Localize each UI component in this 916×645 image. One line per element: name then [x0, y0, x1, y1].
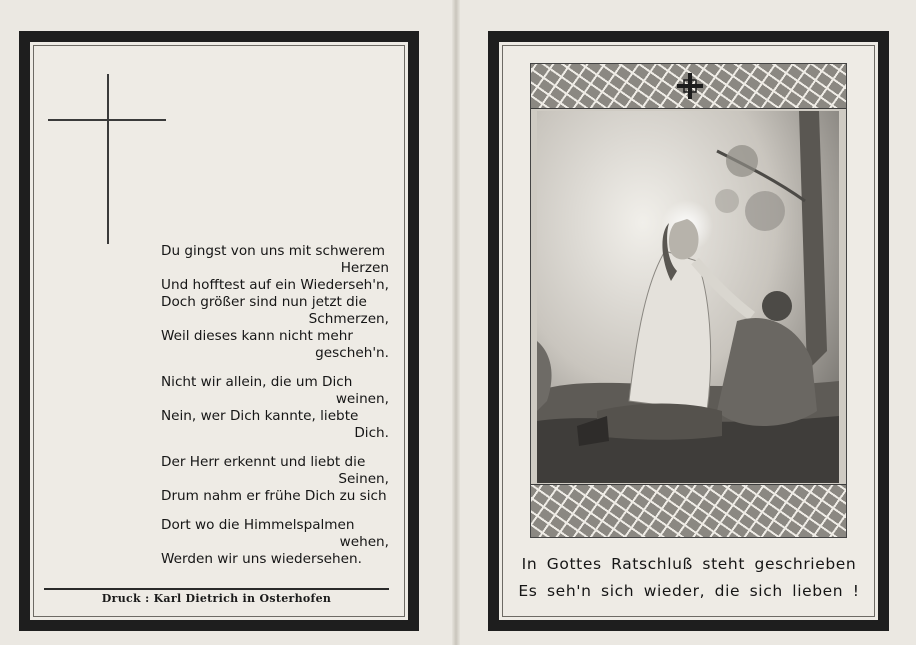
- poem-line: Der Herr erkennt und liebt die: [161, 454, 366, 470]
- poem-stanza-4: [161, 517, 391, 568]
- poem-line: weinen,: [335, 391, 389, 407]
- memorial-poem: [161, 243, 391, 580]
- poem-stanza-1: [161, 243, 391, 362]
- poem-line: Du gingst von uns mit schwerem: [161, 243, 385, 259]
- decorative-band-bottom: [531, 484, 846, 537]
- poem-stanza-3: [161, 454, 391, 505]
- devotional-picture: [530, 63, 847, 538]
- poem-line: Seinen,: [338, 471, 389, 487]
- iron-cross-icon: [675, 71, 705, 101]
- cross-icon-horizontal: [48, 119, 166, 121]
- poem-line: Nicht wir allein, die um Dich: [161, 374, 353, 390]
- poem-line: gescheh'n.: [315, 345, 389, 361]
- poem-line: Weil dieses kann nicht mehr: [161, 328, 353, 344]
- poem-line: Dich.: [354, 425, 389, 441]
- printer-divider: [44, 588, 389, 590]
- poem-line: Drum nahm er frühe Dich zu sich: [161, 488, 387, 504]
- printer-imprint: Druck : Karl Dietrich in Osterhofen: [101, 592, 332, 605]
- poem-line: Doch größer sind nun jetzt die: [161, 294, 367, 310]
- christ-and-soldier-illustration: [537, 111, 839, 483]
- poem-line: Werden wir uns wiedersehen.: [161, 551, 362, 567]
- cross-icon-vertical: [107, 74, 109, 244]
- poem-line: Nein, wer Dich kannte, liebte: [161, 408, 359, 424]
- center-fold: [452, 0, 460, 645]
- decorative-band-top: [531, 64, 846, 109]
- poem-line: Und hofftest auf ein Wiederseh'n,: [161, 277, 389, 293]
- poem-line: Herzen: [340, 260, 389, 276]
- poem-line: Dort wo die Himmelspalmen: [161, 517, 355, 533]
- caption-line-1: In Gottes Ratschluß steht geschrieben: [521, 555, 857, 573]
- caption-line-2: Es seh'n sich wieder, die sich lieben !: [518, 582, 860, 600]
- poem-line: Schmerzen,: [308, 311, 389, 327]
- poem-line: wehen,: [339, 534, 389, 550]
- poem-stanza-2: [161, 374, 391, 442]
